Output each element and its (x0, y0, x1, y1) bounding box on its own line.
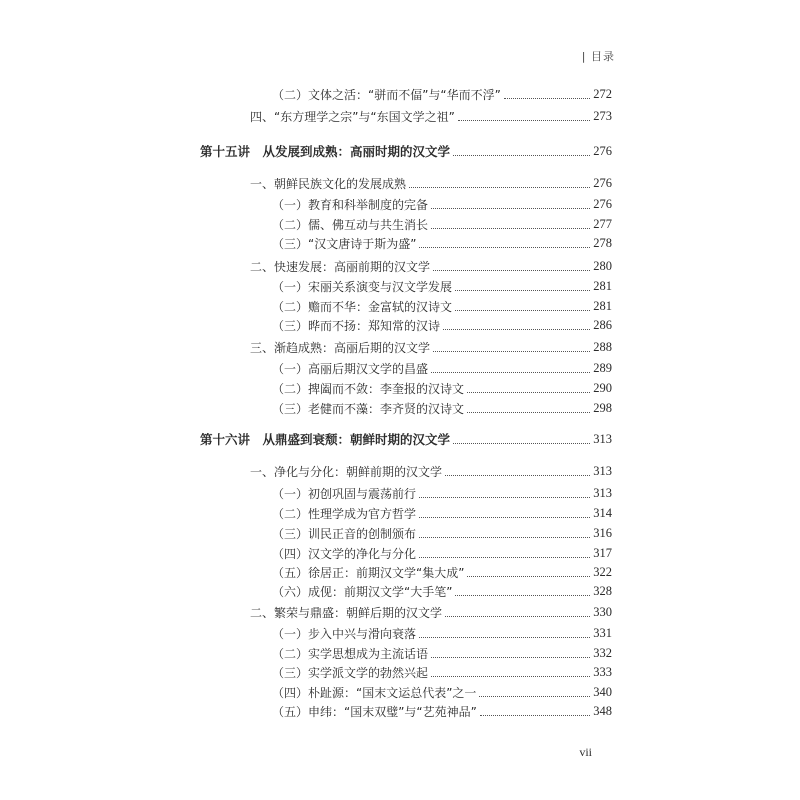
toc-entry-title: 三、渐趋成熟：高丽后期的汉文学 (250, 340, 431, 355)
toc-entry-title: （一）教育和科举制度的完备 (272, 197, 429, 212)
toc-entry-page: 328 (593, 583, 612, 598)
dot-leader (431, 676, 590, 677)
toc-entry-title: 一、朝鲜民族文化的发展成熟 (250, 176, 407, 191)
dot-leader (431, 372, 590, 373)
toc-entry-title: （三）“汉文唐诗于斯为盛” (272, 236, 417, 251)
toc-entry-title: （二）文体之活：“骈而不偪”与“华而不浮” (272, 87, 501, 102)
toc-entry-title: （五）申纬：“国末双璧”与“艺苑神品” (272, 704, 477, 719)
toc-entry-title: （一）步入中兴与滑向衰落 (272, 626, 417, 641)
toc-subsection-entry (0, 701, 800, 721)
dot-leader (419, 247, 590, 248)
dot-leader (431, 228, 590, 229)
toc-entry-title: （六）成伣：前期汉文学“大手笔” (272, 584, 453, 599)
toc-entry-page: 280 (593, 258, 612, 273)
toc-section-entry (0, 256, 800, 276)
toc-entry-title: （二）儒、佛互动与共生消长 (272, 217, 429, 232)
toc-entry-title: （三）晔而不扬：郑知常的汉诗 (272, 318, 441, 333)
toc-subsection-entry (0, 296, 800, 316)
dot-leader (419, 537, 590, 538)
toc-subsection-entry (0, 233, 800, 253)
toc-subsection-entry (0, 398, 800, 418)
toc-entry-page: 290 (593, 380, 612, 395)
toc-entry-title: （二）实学思想成为主流话语 (272, 646, 429, 661)
dot-leader (431, 208, 590, 209)
toc-entry-title: （五）徐居正：前期汉文学“集大成” (272, 565, 465, 580)
dot-leader (479, 696, 590, 697)
toc-section-entry (0, 461, 800, 481)
toc-subsection-entry (0, 562, 800, 582)
running-header: | 目录 (581, 50, 615, 63)
dot-leader (443, 329, 590, 330)
toc-chapter-entry (0, 429, 800, 449)
toc-entry-page: 333 (593, 664, 612, 679)
toc-subsection-entry (0, 214, 800, 234)
toc-subsection-entry (0, 378, 800, 398)
toc-entry-page: 288 (593, 339, 612, 354)
toc-subsection-entry (0, 194, 800, 214)
toc-entry-page: 313 (593, 431, 612, 446)
toc-entry-page: 278 (593, 235, 612, 250)
toc-subsection-entry (0, 84, 800, 104)
toc-entry-title: 一、净化与分化：朝鲜前期的汉文学 (250, 464, 443, 479)
dot-leader (445, 616, 590, 617)
toc-subsection-entry (0, 682, 800, 702)
toc-entry-title: （四）朴趾源：“国末文运总代表”之一 (272, 685, 477, 700)
toc-entry-title: 二、繁荣与鼎盛：朝鲜后期的汉文学 (250, 605, 443, 620)
dot-leader (455, 310, 590, 311)
toc-entry-page: 317 (593, 545, 612, 560)
toc-entry-page: 316 (593, 525, 612, 540)
toc-entry-title: （二）性理学成为官方哲学 (272, 506, 417, 521)
toc-entry-page: 286 (593, 317, 612, 332)
dot-leader (419, 637, 590, 638)
dot-leader (480, 715, 590, 716)
dot-leader (455, 595, 590, 596)
toc-entry-title: （二）捭阖而不敛：李奎报的汉诗文 (272, 381, 465, 396)
toc-entry-title: 四、“东方理学之宗”与“东国文学之祖” (250, 109, 455, 124)
dot-leader (419, 497, 590, 498)
toc-entry-page: 331 (593, 625, 612, 640)
toc-entry-page: 340 (593, 684, 612, 699)
toc-subsection-entry (0, 581, 800, 601)
dot-leader (419, 517, 590, 518)
toc-chapter-entry (0, 141, 800, 161)
toc-entry-title: 二、快速发展：高丽前期的汉文学 (250, 259, 431, 274)
toc-entry-page: 281 (593, 298, 612, 313)
dot-leader (409, 187, 590, 188)
toc-entry-page: 276 (593, 196, 612, 211)
toc-entry-page: 332 (593, 645, 612, 660)
page-number: vii (579, 745, 592, 759)
toc-entry-page: 276 (593, 143, 612, 158)
toc-entry-page: 298 (593, 400, 612, 415)
toc-entry-page: 276 (593, 175, 612, 190)
dot-leader (433, 270, 590, 271)
toc-entry-title: （一）初创巩固与震荡前行 (272, 486, 417, 501)
toc-section-entry (0, 106, 800, 126)
toc-entry-page: 281 (593, 278, 612, 293)
dot-leader (431, 657, 590, 658)
dot-leader (467, 576, 590, 577)
toc-entry-page: 313 (593, 463, 612, 478)
toc-entry-title: （一）高丽后期汉文学的昌盛 (272, 361, 429, 376)
toc-subsection-entry (0, 483, 800, 503)
toc-subsection-entry (0, 623, 800, 643)
toc-entry-page: 322 (593, 564, 612, 579)
dot-leader (455, 290, 590, 291)
dot-leader (453, 443, 590, 444)
toc-entry-page: 313 (593, 485, 612, 500)
toc-subsection-entry (0, 643, 800, 663)
toc-entry-title: （一）宋丽关系演变与汉文学发展 (272, 279, 453, 294)
toc-entry-title: 第十五讲 从发展到成熟：高丽时期的汉文学 (200, 144, 451, 159)
toc-section-entry (0, 602, 800, 622)
toc-entry-title: （四）汉文学的净化与分化 (272, 546, 417, 561)
toc-entry-page: 273 (593, 108, 612, 123)
toc-entry-page: 348 (593, 703, 612, 718)
toc-subsection-entry (0, 543, 800, 563)
dot-leader (445, 475, 590, 476)
toc-section-entry (0, 337, 800, 357)
toc-section-entry (0, 173, 800, 193)
toc-subsection-entry (0, 315, 800, 335)
toc-entry-page: 277 (593, 216, 612, 231)
toc-entry-page: 330 (593, 604, 612, 619)
toc-subsection-entry (0, 523, 800, 543)
toc-subsection-entry (0, 503, 800, 523)
toc-entry-title: （三）训民正音的创制颁布 (272, 526, 417, 541)
dot-leader (433, 351, 590, 352)
toc-entry-page: 314 (593, 505, 612, 520)
toc-subsection-entry (0, 358, 800, 378)
dot-leader (419, 557, 590, 558)
dot-leader (453, 155, 590, 156)
dot-leader (467, 412, 590, 413)
toc-entry-title: （二）赡而不华：金富轼的汉诗文 (272, 299, 453, 314)
toc-entry-page: 289 (593, 360, 612, 375)
toc-subsection-entry (0, 276, 800, 296)
dot-leader (504, 98, 590, 99)
toc-entry-title: （三）老健而不藻：李齐贤的汉诗文 (272, 401, 465, 416)
toc-subsection-entry (0, 662, 800, 682)
toc-entry-title: （三）实学派文学的勃然兴起 (272, 665, 429, 680)
dot-leader (458, 120, 590, 121)
dot-leader (467, 392, 590, 393)
toc-entry-title: 第十六讲 从鼎盛到衰颓：朝鲜时期的汉文学 (200, 432, 451, 447)
toc-entry-page: 272 (593, 86, 612, 101)
